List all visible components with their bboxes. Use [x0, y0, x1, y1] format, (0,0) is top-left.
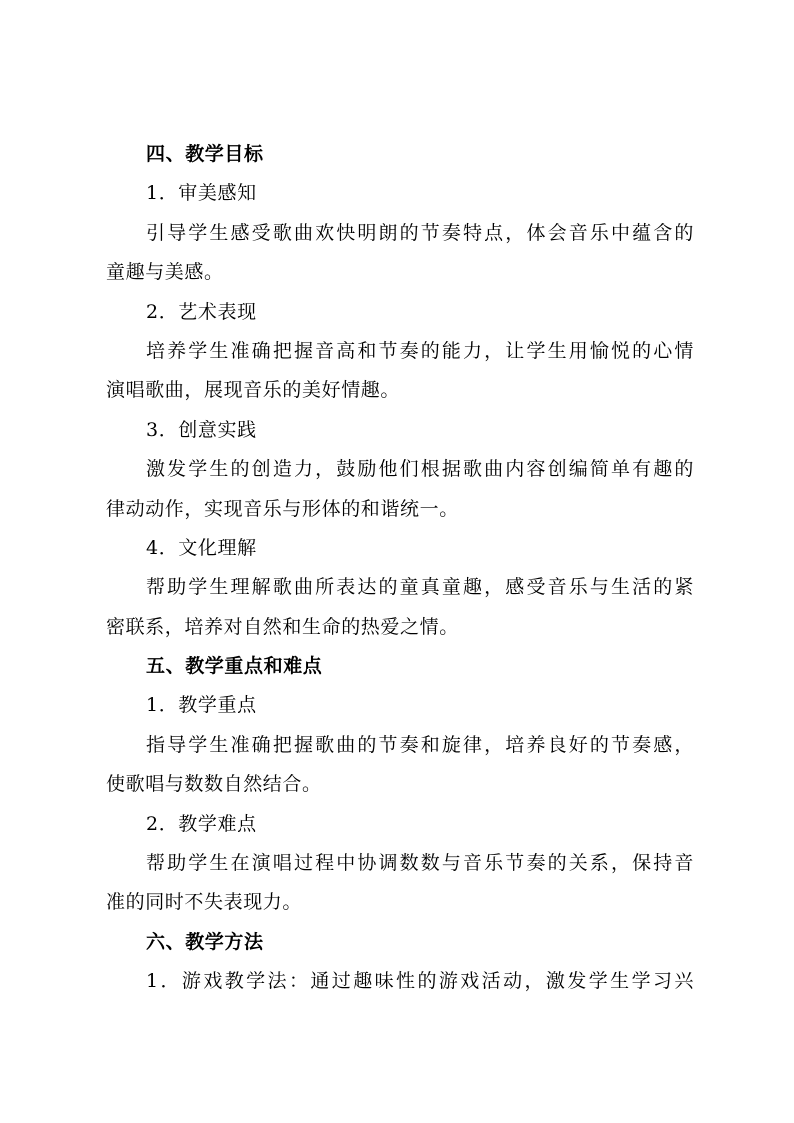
paragraph-line: 引导学生感受歌曲欢快明朗的节奏特点，体会音乐中蕴含的	[146, 221, 694, 244]
paragraph-line: 激发学生的创造力，鼓励他们根据歌曲内容创编简单有趣的	[146, 458, 694, 481]
paragraph-line: 使歌唱与数数自然结合。	[106, 773, 322, 796]
subheading-teaching-difficulty: 2．教学难点	[146, 812, 257, 835]
section-heading-teaching-methods: 六、教学方法	[146, 930, 264, 953]
paragraph-line: 密联系，培养对自然和生命的热爱之情。	[106, 615, 459, 638]
section-heading-teaching-goals: 四、教学目标	[146, 143, 264, 165]
paragraph-line: 帮助学生理解歌曲所表达的童真童趣，感受音乐与生活的紧	[146, 576, 694, 599]
section-heading-key-points: 五、教学重点和难点	[146, 655, 323, 678]
paragraph-line: 帮助学生在演唱过程中协调数数与音乐节奏的关系，保持音	[146, 852, 694, 875]
paragraph-line: 童趣与美感。	[106, 261, 224, 284]
subheading-artistic-expression: 2．艺术表现	[146, 300, 257, 323]
paragraph-line: 律动动作，实现音乐与形体的和谐统一。	[106, 497, 459, 520]
paragraph-line: 准的同时不失表现力。	[106, 891, 303, 914]
subheading-aesthetic-perception: 1．审美感知	[146, 182, 257, 205]
subheading-creative-practice: 3．创意实践	[146, 418, 257, 441]
paragraph-line: 演唱歌曲，展现音乐的美好情趣。	[106, 379, 401, 402]
paragraph-line: 培养学生准确把握音高和节奏的能力，让学生用愉悦的心情	[146, 339, 694, 362]
paragraph-line: 1．游戏教学法：通过趣味性的游戏活动，激发学生学习兴	[146, 970, 694, 993]
subheading-cultural-understanding: 4．文化理解	[146, 536, 257, 559]
document-body	[106, 135, 694, 1002]
subheading-teaching-focus: 1．教学重点	[146, 694, 257, 717]
paragraph-line: 指导学生准确把握歌曲的节奏和旋律，培养良好的节奏感，	[146, 733, 694, 756]
